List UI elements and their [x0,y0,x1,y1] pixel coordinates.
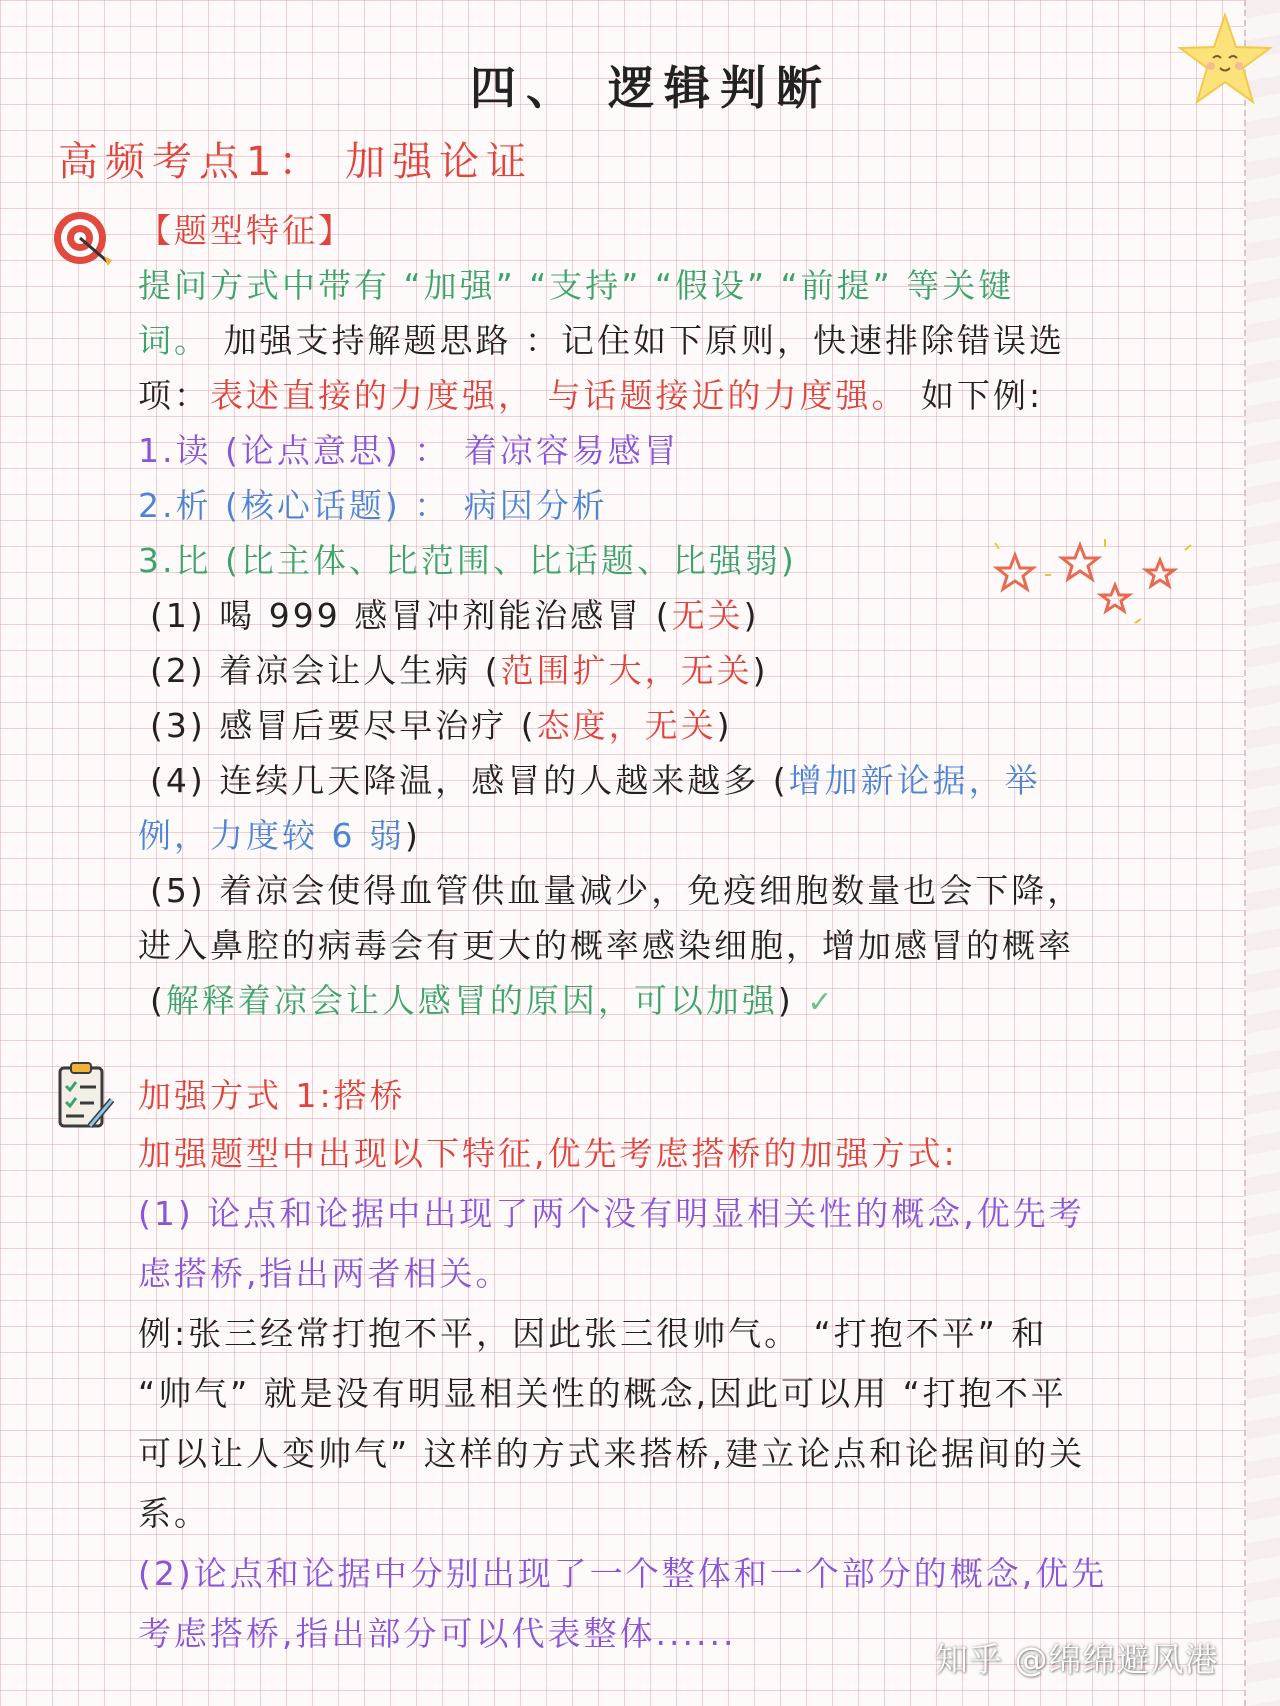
example-item-4-note: 增加新论据，举 [788,761,1041,800]
example-item-3 [150,700,732,747]
example-item-4-cont [138,810,421,857]
page-title: 四、 逻辑判断 [470,61,833,115]
intro-line-1: 提问方式中带有 “加强” “支持” “假设” “前提” 等关键 [138,266,1015,305]
step-read: 1.读 (论点意思) ： 着凉容易感冒 [138,431,680,470]
clipboard-checklist-icon [56,1060,116,1134]
example-item-5-open: ( [150,981,166,1020]
example-line-4: 系。 [138,1494,210,1533]
example-item-5-line-1: (5) 着凉会使得血管供血量减少，免疫细胞数量也会下降， [150,871,1084,910]
example-item-4-text: (4) 连续几天降温，感冒的人越来越多 ( [150,761,789,800]
section-heading: 高频考点1： 加强论证 [58,139,534,185]
example-item-5-close: ) [777,981,794,1020]
method-heading: 加强方式 1:搭桥 [138,1076,406,1115]
intro-line-3 [138,370,1043,417]
intro-line-3-principle: 表述直接的力度强， 与话题接近的力度强。 [210,376,908,415]
example-item-3-close: ) [716,706,733,745]
step-compare: 3.比 (比主体、比范围、比话题、比强弱) [138,541,797,580]
example-item-5-note: 解释着凉会让人感冒的原因，可以加强 [165,981,778,1020]
intro-line-2-text: 加强支持解题思路 ：记住如下原则，快速排除错误选 [210,321,1065,360]
example-line-2: “帅气” 就是没有明显相关性的概念,因此可以用 “打抱不平 [138,1374,1067,1413]
example-item-2 [150,645,768,692]
example-item-4-note-cont: 例，力度较 6 弱 [138,816,405,855]
example-item-1-text: (1) 喝 999 感冒冲剂能治感冒 ( [150,596,672,635]
example-item-2-close: ) [752,651,769,690]
example-item-1-close: ) [743,596,760,635]
small-stars-icon [985,535,1205,635]
intro-line-2-green: 词。 [138,321,210,360]
question-type-tag: 【题型特征】 [138,211,354,250]
example-item-1-note: 无关 [671,596,744,635]
point-1-line-1: (1) 论点和论据中出现了两个没有明显相关性的概念,优先考 [138,1194,1085,1233]
example-line-1: 例:张三经常打抱不平，因此张三很帅气。 “打抱不平” 和 [138,1314,1048,1353]
example-item-3-text: (3) 感冒后要尽早治疗 ( [150,706,537,745]
example-item-1 [150,590,759,637]
target-dart-icon [52,208,112,268]
point-2-line-1: (2)论点和论据中分别出现了一个整体和一个部分的概念,优先 [138,1554,1108,1593]
example-item-5-line-2: 进入鼻腔的病毒会有更大的概率感染细胞，增加感冒的概率 [138,926,1074,965]
intro-line-2 [138,315,1065,362]
example-item-4-close: ) [404,816,421,855]
example-line-3: 可以让人变帅气” 这样的方式来搭桥,建立论点和论据间的关 [138,1434,1086,1473]
torn-paper-edge [1244,0,1280,1706]
watermark: 知乎 @绵绵避风港 [935,1640,1219,1679]
step-analyze: 2.析 (核心话题) ： 病因分析 [138,486,608,525]
method-rule: 加强题型中出现以下特征,优先考虑搭桥的加强方式: [138,1134,958,1173]
point-1-line-2: 虑搭桥,指出两者相关。 [138,1254,512,1293]
example-item-2-note: 范围扩大，无关 [500,651,753,690]
intro-line-3-prefix: 项： [138,376,210,415]
example-item-5-line-3 [150,975,835,1022]
point-2-line-2: 考虑搭桥,指出部分可以代表整体...... [138,1614,737,1653]
smiling-star-icon [1175,10,1275,110]
check-mark-icon: ✓ [807,985,836,1020]
example-item-2-text: (2) 着凉会让人生病 ( [150,651,501,690]
example-item-4 [150,755,1041,802]
example-item-3-note: 态度，无关 [536,706,717,745]
intro-line-3-tail: 如下例: [907,376,1044,415]
